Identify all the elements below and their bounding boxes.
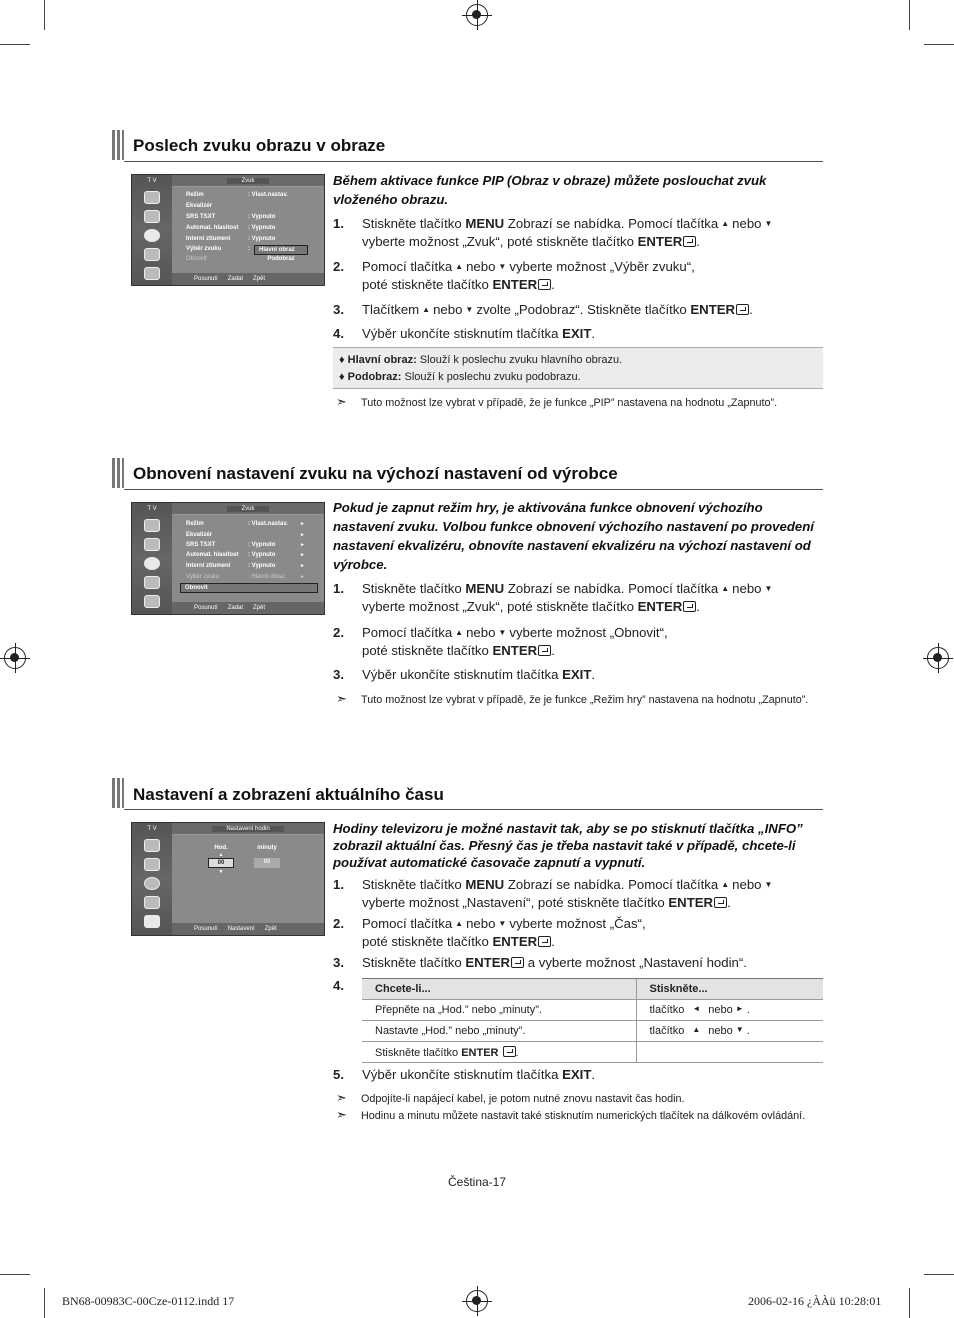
down-arrow-icon: ▼ (764, 880, 773, 889)
option-item: ♦ Podobraz: Slouží k poslechu zvuku podobrazu. (339, 371, 581, 383)
tv-label: T V (147, 178, 157, 184)
menu-row: Režim : Vlast.nastav. ► (186, 521, 305, 527)
down-arrow-icon: ▼ (498, 919, 507, 928)
option-item: ♦ Hlavní obraz: Slouží k poslechu zvuku hlavního obrazu. (339, 354, 623, 366)
print-slug-date: 2006-02-16 ¿ÀÀü 10:28:01 (748, 1294, 882, 1308)
hour-label: Hod. (214, 845, 228, 851)
tv-menu-screenshot (131, 174, 325, 286)
picture-icon (144, 210, 160, 223)
antenna-icon (144, 839, 160, 852)
table-row (362, 1042, 823, 1063)
tv-menu-screenshot (131, 502, 325, 615)
enter-icon (511, 957, 524, 968)
note: ➣ Tuto možnost lze vybrat v případě, že je funkce „PIP” nastavena na hodnotu „Zapnuto”. (336, 394, 778, 409)
note-arrow-icon: ➣ (336, 394, 347, 409)
enter-icon (538, 279, 551, 290)
table-row (362, 1000, 823, 1021)
note-arrow-icon: ➣ (336, 691, 347, 706)
crop-mark (44, 0, 45, 30)
down-arrow-icon: ▼ (764, 584, 773, 593)
antenna-icon (144, 191, 160, 204)
table-cell: tlačítko ◄ nebo ► . (636, 1000, 823, 1021)
instruction-table (362, 978, 823, 1063)
hour-up-arrow-icon: ▲ (218, 852, 224, 858)
up-arrow-icon: ▲ (721, 219, 730, 228)
section-intro: Během aktivace funkce PIP (Obraz v obraze) můžete poslouchat zvuk vloženého obrazu. (333, 173, 767, 207)
crop-mark (924, 1274, 954, 1275)
menu-row: Obnovit (186, 256, 207, 262)
table-header-row (362, 979, 823, 1000)
minute-label: minuty (257, 845, 277, 851)
tv-label: T V (147, 826, 157, 832)
page-number: Čeština-17 (447, 1175, 507, 1189)
step-item: 1. Stiskněte tlačítko MENU Zobrazí se nabídka. Pomocí tlačítka ▲ nebo ▼ vyberte možnost „Nastavení“, poté stiskněte tlačítko ENTER . (333, 877, 773, 910)
setup-icon (144, 915, 160, 928)
menu-row: SRS TSXT : Vypnuto (186, 214, 276, 220)
enter-icon (538, 936, 551, 947)
sound-icon (144, 229, 160, 242)
picture-icon (144, 538, 160, 551)
sound-icon (144, 557, 160, 570)
table-row (362, 1021, 823, 1042)
sound-icon (144, 877, 160, 890)
menu-row: Automat. hlasitost : Vypnuto ► (186, 552, 305, 558)
menu-row: Výběr zvuku : Hlavní obraz ► (186, 574, 305, 580)
section-rule (124, 161, 823, 162)
menu-header: Nastavení hodin (172, 823, 324, 835)
menu-footer: Posunutí Zadat Zpět (172, 602, 324, 614)
crop-mark (0, 44, 30, 45)
enter-icon (714, 897, 727, 908)
step-item: 5. Výběr ukončíte stisknutím tlačítka EXIT. (333, 1067, 596, 1082)
popup-selected: Hlavní obraz (254, 245, 308, 255)
note-arrow-icon: ➣ (336, 1107, 347, 1122)
up-arrow-icon: ▲ (455, 628, 464, 637)
section-intro: Pokud je zapnut režim hry, je aktivována funkce obnovení výchozího nastavení zvuku. Volbou funkce obnovení výchozího nastavení po provedení nastavení ekvalizéru, obnovíte nastavení ekvalizéru na výchozí nastavení od výrobce. (333, 500, 814, 572)
registration-mark-icon (4, 647, 26, 669)
bullet-icon: ♦ (339, 371, 348, 383)
crop-mark (0, 1274, 30, 1275)
menu-header: Zvuk (172, 503, 324, 515)
up-arrow-icon: ▲ (721, 880, 730, 889)
menu-footer: Posunutí Zadat Zpět (172, 273, 324, 285)
down-arrow-icon: ▼ (735, 1025, 744, 1034)
menu-row: Interní ztlumení : Vypnuto (186, 236, 276, 242)
tv-label: T V (147, 506, 157, 512)
menu-row: Interní ztlumení : Vypnuto ► (186, 563, 305, 569)
down-arrow-icon: ▼ (465, 305, 474, 314)
note: ➣ Odpojíte-li napájecí kabel, je potom nutné znovu nastavit čas hodin. (336, 1090, 685, 1105)
step-item: 1. Stiskněte tlačítko MENU Zobrazí se nabídka. Pomocí tlačítka ▲ nebo ▼ vyberte možnost „Zvuk“, poté stiskněte tlačítko ENTER . (333, 216, 773, 249)
down-arrow-icon: ▼ (498, 262, 507, 271)
picture-icon (144, 858, 160, 871)
enter-icon (538, 645, 551, 656)
section-intro: Hodiny televizoru je možné nastavit tak, aby se po stisknutí tlačítka „INFO” zobrazil aktuální čas. Přesný čas je třeba nastavit také v případě, chcete-li používat automatické časovače zapnutí a vypnutí. (333, 821, 803, 870)
step-item: 2. Pomocí tlačítka ▲ nebo ▼ vyberte možnost „Výběr zvuku“, poté stiskněte tlačítko ENTER . (333, 259, 695, 292)
hour-value: 00 (208, 858, 234, 868)
step-item: 1. Stiskněte tlačítko MENU Zobrazí se nabídka. Pomocí tlačítka ▲ nebo ▼ vyberte možnost „Zvuk“, poté stiskněte tlačítko ENTER . (333, 581, 773, 614)
enter-icon (683, 601, 696, 612)
menu-row: Výběr zvuku : (186, 246, 250, 252)
section-rule (124, 809, 823, 810)
popup-option: Podobraz (267, 256, 295, 262)
registration-mark-icon (927, 647, 949, 669)
crop-mark (924, 44, 954, 45)
table-cell (636, 1042, 823, 1063)
step-item: 3. Tlačítkem ▲ nebo ▼ zvolte „Podobraz“. Stiskněte tlačítko ENTER . (333, 302, 753, 317)
channel-icon (144, 896, 160, 909)
left-arrow-icon: ◄ (692, 1004, 701, 1013)
section-title: Poslech zvuku obrazu v obraze (133, 136, 386, 155)
note: ➣ Hodinu a minutu můžete nastavit také stisknutím numerických tlačítek na dálkovém ovládání. (336, 1107, 806, 1122)
up-arrow-icon: ▲ (455, 262, 464, 271)
table-cell: Nastavte „Hod.” nebo „minuty”. (362, 1021, 636, 1042)
enter-icon (503, 1046, 516, 1057)
menu-row: Režim : Vlast.nastav. (186, 192, 288, 198)
print-slug-file: BN68-00983C-00Cze-0112.indd 17 (62, 1294, 235, 1308)
antenna-icon (144, 519, 160, 532)
step-item: 3. Stiskněte tlačítko ENTER a vyberte možnost „Nastavení hodin“. (333, 955, 747, 970)
section-rule (124, 489, 823, 490)
step-item: 3. Výběr ukončíte stisknutím tlačítka EXIT. (333, 667, 596, 682)
crop-mark (909, 0, 910, 30)
enter-icon (683, 236, 696, 247)
step-item: 2. Pomocí tlačítka ▲ nebo ▼ vyberte možnost „Čas“, poté stiskněte tlačítko ENTER . (333, 916, 646, 949)
menu-row: Ekvalizér ► (186, 532, 305, 538)
registration-mark-icon (466, 4, 488, 26)
setup-icon (144, 267, 160, 280)
options-box (333, 347, 823, 389)
registration-mark-icon (466, 1290, 488, 1312)
crop-mark (909, 1288, 910, 1318)
table-cell: Stiskněte tlačítko ENTER . (362, 1042, 636, 1063)
up-arrow-icon: ▲ (422, 305, 431, 314)
channel-icon (144, 576, 160, 589)
up-arrow-icon: ▲ (721, 584, 730, 593)
menu-row: Automat. hlasitost : Vypnuto (186, 225, 276, 231)
right-arrow-icon: ► (735, 1004, 744, 1013)
table-cell: tlačítko ▲ nebo ▼ . (636, 1021, 823, 1042)
note-arrow-icon: ➣ (336, 1090, 347, 1105)
menu-row: Ekvalizér (186, 203, 213, 209)
section-title: Obnovení nastavení zvuku na výchozí nastavení od výrobce (133, 464, 618, 483)
up-arrow-icon: ▲ (455, 919, 464, 928)
setup-icon (144, 595, 160, 608)
section-bar (112, 778, 124, 808)
section-bar (112, 458, 124, 488)
down-arrow-icon: ▼ (498, 628, 507, 637)
hour-down-arrow-icon: ▼ (218, 869, 224, 875)
enter-icon (736, 304, 749, 315)
table-header: Chcete-li... (362, 979, 636, 1000)
step-item: 2. Pomocí tlačítka ▲ nebo ▼ vyberte možnost „Obnovit“, poté stiskněte tlačítko ENTER . (333, 625, 668, 658)
bullet-icon: ♦ (339, 354, 348, 366)
up-arrow-icon: ▲ (692, 1025, 701, 1034)
menu-selected-row: Obnovit (180, 583, 318, 593)
minute-value: 00 (254, 858, 280, 868)
channel-icon (144, 248, 160, 261)
menu-row: SRS TSXT : Vypnuto ► (186, 542, 305, 548)
section-bar (112, 130, 124, 160)
tv-menu-screenshot (131, 822, 325, 936)
menu-footer: Posunutí Nastavení Zpět (172, 923, 324, 935)
section-title: Nastavení a zobrazení aktuálního času (133, 785, 444, 804)
step-item: 4. Výběr ukončíte stisknutím tlačítka EXIT. (333, 326, 596, 341)
table-header: Stiskněte... (636, 979, 823, 1000)
crop-mark (44, 1288, 45, 1318)
menu-header: Zvuk (172, 175, 324, 187)
down-arrow-icon: ▼ (764, 219, 773, 228)
note: ➣ Tuto možnost lze vybrat v případě, že je funkce „Režim hry” nastavena na hodnotu „Zapnuto”. (336, 691, 809, 706)
table-cell: Přepněte na „Hod.” nebo „minuty”. (362, 1000, 636, 1021)
